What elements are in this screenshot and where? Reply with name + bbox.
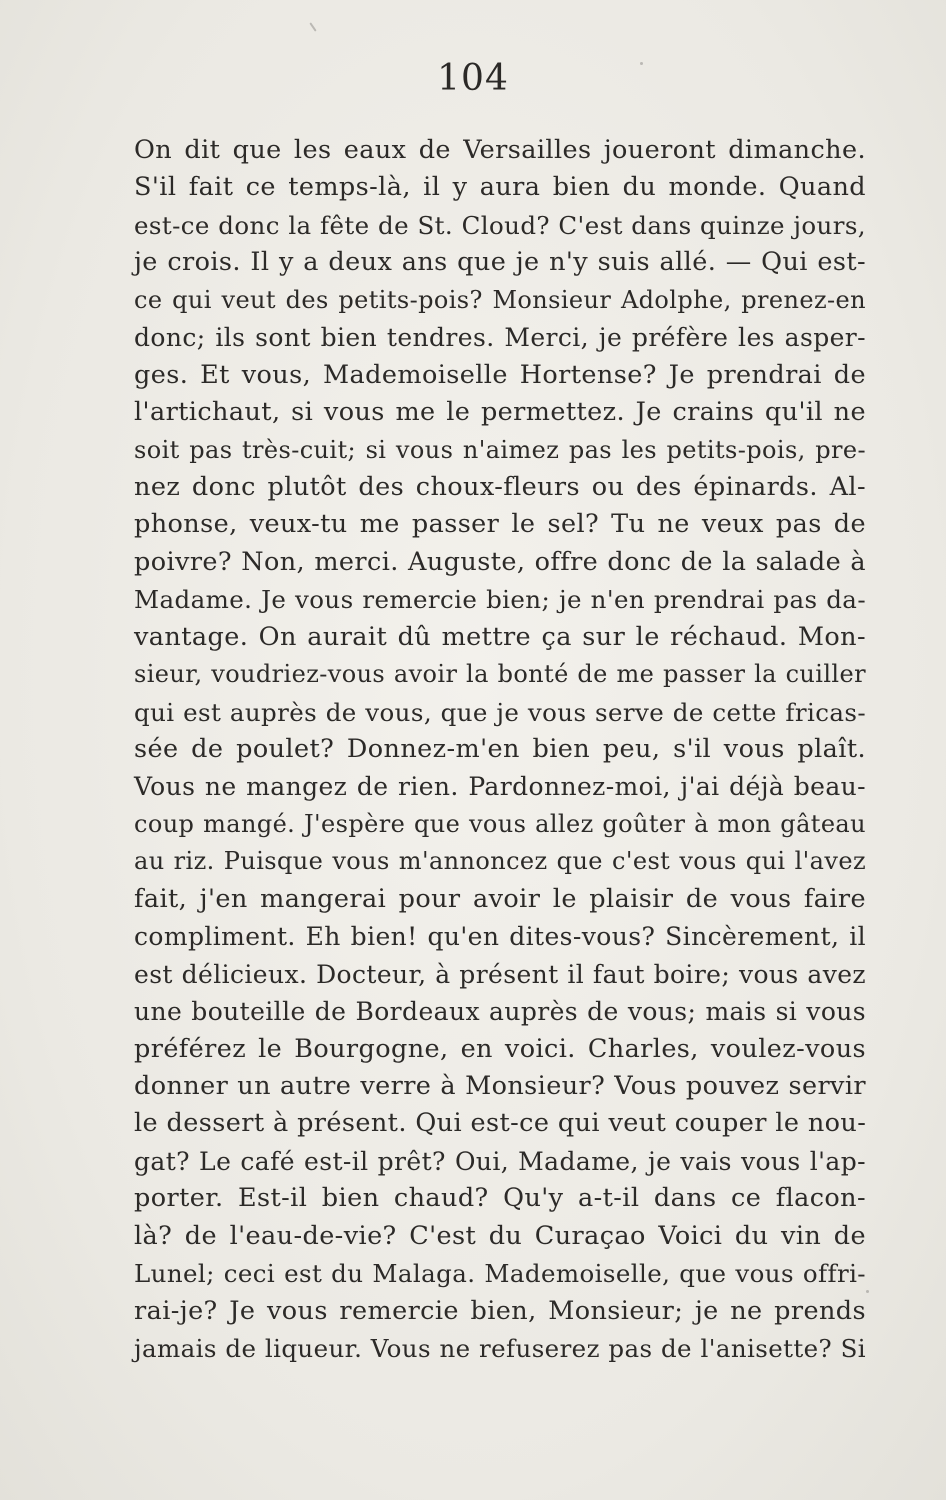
text-line: qui est auprès de vous, que je vous serve de cette fricas- xyxy=(134,697,866,727)
text-line: le dessert à présent. Qui est-ce qui veut couper le nou- xyxy=(134,1108,867,1139)
paper-speck xyxy=(309,22,316,31)
text-line: fait, j'en mangerai pour avoir le plaisir de vous faire xyxy=(134,883,866,914)
text-line: donc; ils sont bien tendres. Merci, je préfère les asper- xyxy=(134,323,866,353)
text-line: vantage. On aurait dû mettre ça sur le réchaud. Mon- xyxy=(134,621,866,652)
text-line: préférez le Bourgogne, en voici. Charles, voulez-vous xyxy=(134,1033,866,1064)
text-line: compliment. Eh bien! qu'en dites-vous? Sincèrement, il xyxy=(134,922,866,952)
text-line: On dit que les eaux de Versailles joueront dimanche. xyxy=(134,135,866,165)
text-line: au riz. Puisque vous m'annoncez que c'est vous qui l'avez xyxy=(134,847,866,876)
text-line: Madame. Je vous remercie bien; je n'en prendrai pas da- xyxy=(134,585,866,615)
text-line: poivre? Non, merci. Auguste, offre donc de la salade à xyxy=(134,546,866,577)
page-number: 104 xyxy=(437,58,509,99)
text-line: Vous ne mangez de rien. Pardonnez-moi, j'ai déjà beau- xyxy=(134,772,866,802)
text-line: sée de poulet? Donnez-m'en bien peu, s'il vous plaît. xyxy=(134,734,866,764)
text-line: ges. Et vous, Mademoiselle Hortense? Je prendrai de xyxy=(134,359,866,390)
text-line: phonse, veux-tu me passer le sel? Tu ne veux pas de xyxy=(134,509,866,540)
text-line: est délicieux. Docteur, à présent il faut boire; vous avez xyxy=(134,959,866,989)
text-line: porter. Est-il bien chaud? Qu'y a-t-il dans ce flacon- xyxy=(134,1183,866,1214)
text-line: une bouteille de Bordeaux auprès de vous; mais si vous xyxy=(134,997,866,1027)
text-line: rai-je? Je vous remercie bien, Monsieur; je ne prends xyxy=(134,1295,866,1326)
text-line: coup mangé. J'espère que vous allez goûter à mon gâteau xyxy=(134,809,866,838)
text-line: l'artichaut, si vous me le permettez. Je crains qu'il ne xyxy=(134,397,866,428)
text-line: gat? Le café est-il prêt? Oui, Madame, je vais vous l'ap- xyxy=(134,1146,866,1176)
body-text xyxy=(134,132,866,1367)
text-line: nez donc plutôt des choux-fleurs ou des épinards. Al- xyxy=(134,471,866,502)
text-line: ce qui veut des petits-pois? Monsieur Adolphe, prenez-en xyxy=(134,285,866,314)
text-line: sieur, voudriez-vous avoir la bonté de me passer la cuiller xyxy=(134,660,866,689)
text-line: S'il fait ce temps-là, il y aura bien du monde. Quand xyxy=(134,172,866,203)
text-line: donner un autre verre à Monsieur? Vous pouvez servir xyxy=(134,1070,866,1101)
text-line: là? de l'eau-de-vie? C'est du Curaçao Voici du vin de xyxy=(134,1220,866,1251)
text-line: jamais de liqueur. Vous ne refuserez pas de l'anisette? Si xyxy=(134,1334,866,1363)
text-line: soit pas très-cuit; si vous n'aimez pas les petits-pois, pre- xyxy=(134,435,866,464)
text-line: est-ce donc la fête de St. Cloud? C'est dans quinze jours, xyxy=(134,210,866,240)
text-line: je crois. Il y a deux ans que je n'y suis allé. — Qui est- xyxy=(134,247,866,278)
text-line: Lunel; ceci est du Malaga. Mademoiselle, que vous offri- xyxy=(134,1259,866,1289)
paper-speck xyxy=(866,1290,869,1293)
